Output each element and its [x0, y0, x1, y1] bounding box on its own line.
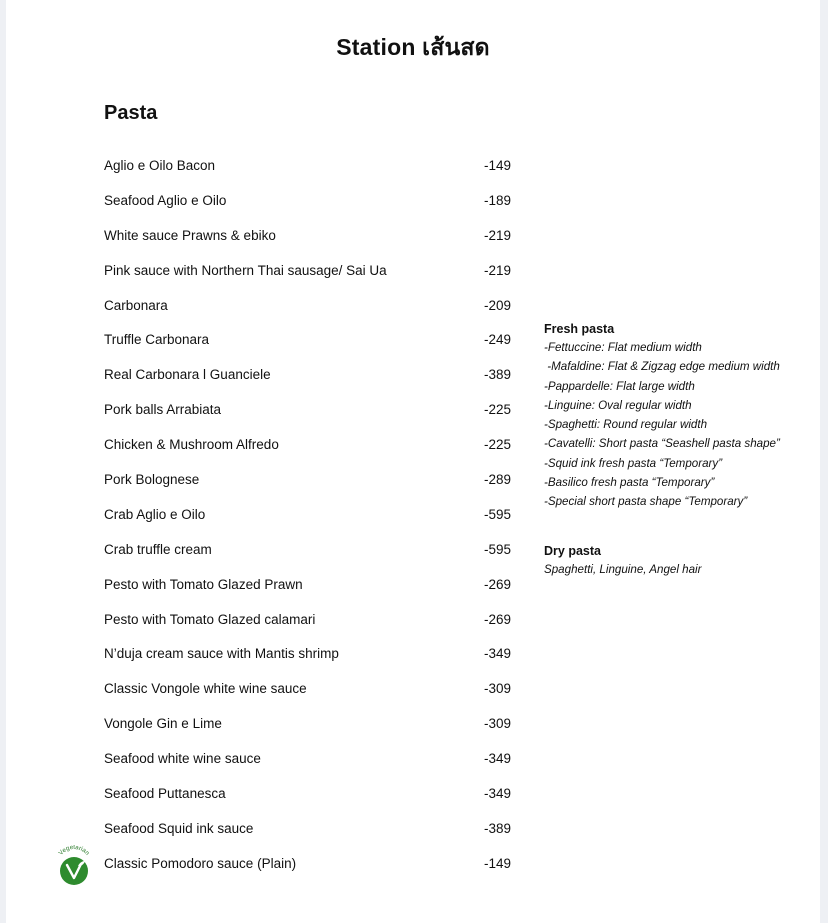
pasta-menu-list [104, 150, 524, 883]
menu-item-row [104, 220, 524, 255]
menu-item-price: -249 [484, 332, 512, 348]
menu-item-name: Classic Vongole white wine sauce [104, 681, 307, 697]
menu-item-price: -209 [484, 297, 512, 313]
fresh-pasta-list [544, 338, 780, 512]
menu-item-price: -225 [484, 402, 512, 418]
menu-item-name: Vongole Gin e Lime [104, 716, 222, 732]
menu-item-name: White sauce Prawns & ebiko [104, 227, 276, 243]
fresh-pasta-section [544, 322, 780, 512]
menu-item-row [104, 743, 524, 778]
menu-item-row [104, 150, 524, 185]
menu-item-row [104, 290, 524, 325]
menu-item-row [104, 534, 524, 569]
menu-item-price: -269 [484, 576, 512, 592]
fresh-pasta-item: -Special short pasta shape “Temporary” [544, 495, 748, 509]
menu-item-row [104, 324, 524, 359]
menu-item-name: Crab Aglio e Oilo [104, 506, 206, 522]
section-heading-pasta: Pasta [104, 102, 158, 124]
menu-item-name: Pesto with Tomato Glazed Prawn [104, 576, 303, 592]
dry-pasta-list [544, 560, 702, 579]
menu-item-row [104, 359, 524, 394]
menu-item-row [104, 499, 524, 534]
page-title: Station เส้นสด [336, 34, 490, 60]
menu-item-price: -389 [484, 820, 512, 836]
fresh-pasta-item: -Mafaldine: Flat & Zigzag edge medium width [544, 360, 780, 374]
menu-item-name: Aglio e Oilo Bacon [104, 158, 216, 173]
menu-item-row [104, 604, 524, 639]
menu-item-row [104, 394, 524, 429]
menu-item-price: -349 [484, 751, 512, 767]
vegetarian-badge-text: Vegetarian [57, 845, 91, 857]
fresh-pasta-item: -Cavatelli: Short pasta “Seashell pasta shape” [544, 437, 780, 451]
menu-item-price: -349 [484, 646, 512, 662]
svg-text:Vegetarian [57, 845, 91, 857]
menu-item-row [104, 255, 524, 290]
vegetarian-leaf-icon [52, 845, 96, 889]
menu-item-row [104, 464, 524, 499]
menu-item-row [104, 638, 524, 673]
menu-item-price: -389 [484, 367, 512, 383]
menu-item-name: Pork balls Arrabiata [104, 402, 222, 418]
menu-item-name: Classic Pomodoro sauce (Plain) [104, 855, 297, 871]
menu-item-row [104, 673, 524, 708]
menu-item-name: Truffle Carbonara [104, 332, 210, 348]
menu-item-name: N’duja cream sauce with Mantis shrimp [104, 646, 339, 662]
menu-item-price: -149 [484, 855, 512, 871]
menu-item-price: -149 [484, 158, 512, 173]
menu-item-name: Carbonara [104, 297, 168, 313]
menu-item-price: -595 [484, 506, 512, 522]
dry-pasta-heading: Dry pasta [544, 544, 601, 558]
menu-item-row [104, 848, 524, 883]
menu-item-row [104, 778, 524, 813]
menu-item-row [104, 185, 524, 220]
menu-item-price: -309 [484, 716, 512, 732]
menu-page [6, 0, 820, 923]
menu-item-name: Seafood Aglio e Oilo [104, 192, 227, 208]
menu-item-name: Pink sauce with Northern Thai sausage/ Sai Ua [104, 262, 387, 278]
menu-item-price: -595 [484, 541, 512, 557]
menu-item-name: Seafood Squid ink sauce [104, 820, 254, 836]
fresh-pasta-heading: Fresh pasta [544, 322, 615, 336]
menu-item-price: -219 [484, 262, 512, 278]
menu-item-row [104, 813, 524, 848]
menu-item-price: -225 [484, 437, 512, 453]
menu-item-name: Crab truffle cream [104, 541, 212, 557]
menu-item-name: Real Carbonara l Guanciele [104, 367, 271, 383]
menu-item-price: -289 [484, 472, 512, 488]
menu-item-name: Pesto with Tomato Glazed calamari [104, 611, 316, 627]
dry-pasta-section [544, 544, 702, 579]
menu-item-price: -309 [484, 681, 512, 697]
menu-item-price: -349 [484, 786, 512, 802]
menu-item-name: Seafood Puttanesca [104, 786, 226, 802]
menu-item-price: -219 [484, 227, 512, 243]
menu-item-name: Chicken & Mushroom Alfredo [104, 437, 279, 453]
menu-item-row [104, 708, 524, 743]
dry-pasta-item: Spaghetti, Linguine, Angel hair [544, 563, 702, 576]
menu-item-name: Seafood white wine sauce [104, 751, 261, 767]
fresh-pasta-item: -Squid ink fresh pasta “Temporary” [544, 456, 723, 470]
fresh-pasta-item: -Spaghetti: Round regular width [544, 418, 708, 432]
fresh-pasta-item: -Fettuccine: Flat medium width [544, 341, 702, 354]
fresh-pasta-item: -Basilico fresh pasta “Temporary” [544, 476, 715, 490]
menu-item-row [104, 429, 524, 464]
fresh-pasta-item: -Pappardelle: Flat large width [544, 379, 695, 393]
menu-item-name: Pork Bolognese [104, 472, 200, 488]
fresh-pasta-item: -Linguine: Oval regular width [544, 398, 692, 412]
menu-item-price: -189 [484, 192, 512, 208]
menu-item-row [104, 569, 524, 604]
menu-item-price: -269 [484, 611, 512, 627]
